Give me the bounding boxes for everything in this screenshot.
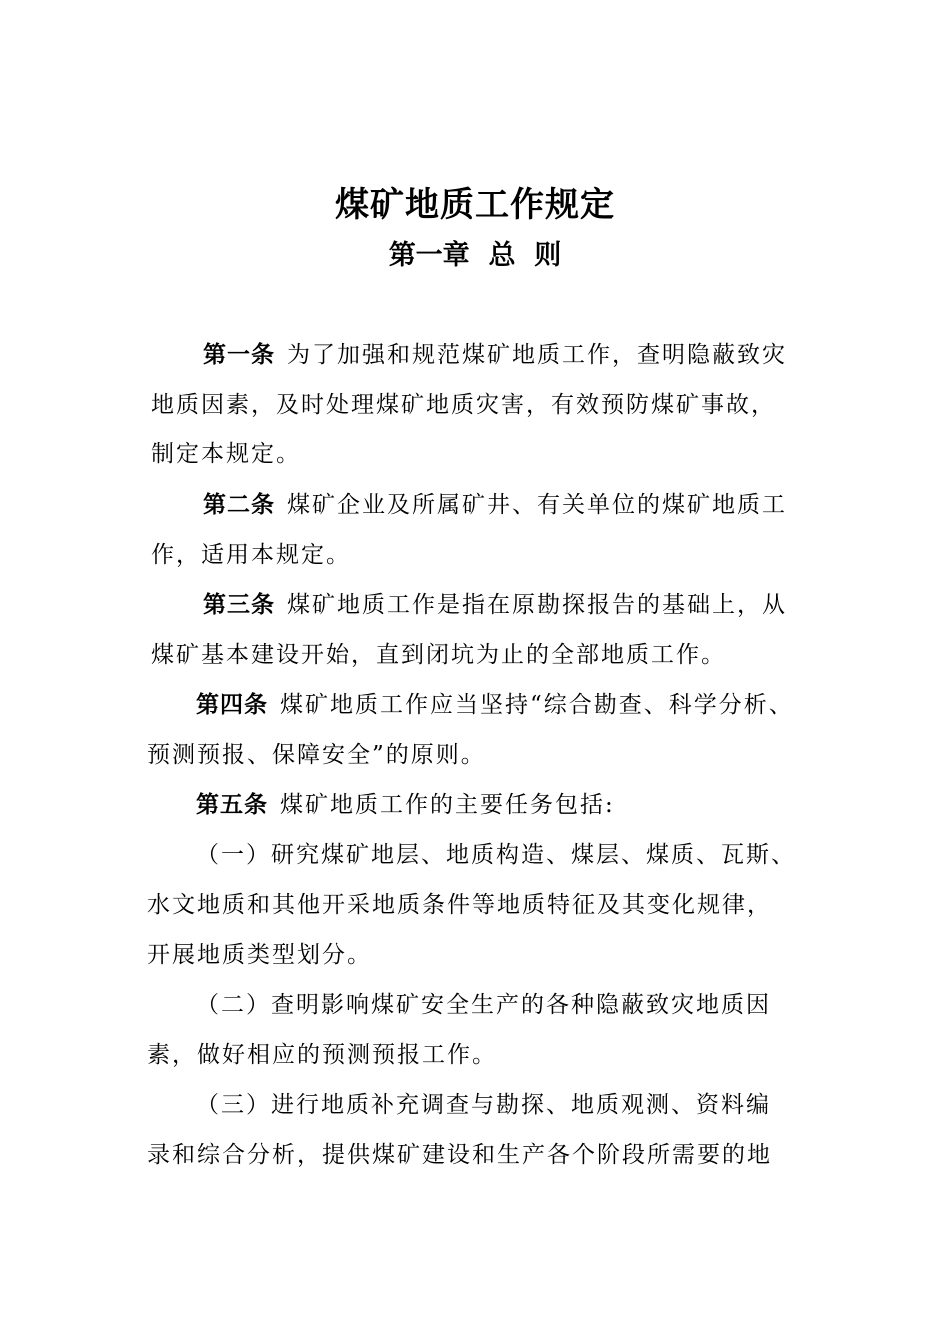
article-2-line-1 [203, 488, 787, 522]
item-3-line-1: （三）进行地质补充调查与勘探、地质观测、资料编 [196, 1092, 771, 1118]
article-3-line-1 [203, 588, 787, 622]
item-2-line-2: 素，做好相应的预测预报工作。 [147, 1042, 497, 1068]
article-1-label: 第一条 [203, 341, 275, 368]
article-5-text: 煤矿地质工作的主要任务包括: [280, 792, 615, 818]
article-1-line-1 [203, 338, 787, 372]
article-4-line-1 [196, 688, 794, 722]
article-1-line-2: 地质因素，及时处理煤矿地质灾害，有效预防煤矿事故， [151, 392, 776, 418]
article-1-text: 为了加强和规范煤矿地质工作，查明隐蔽致灾 [287, 342, 787, 368]
article-3-line-2: 煤矿基本建设开始，直到闭坑为止的全部地质工作。 [151, 642, 726, 668]
chapter-heading: 第一章 总 则 [388, 240, 562, 271]
document-title: 煤矿地质工作规定 [335, 185, 615, 225]
item-3-line-2: 录和综合分析，提供煤矿建设和生产各个阶段所需要的地 [147, 1142, 772, 1168]
article-4-line-2: 预测预报、保障安全”的原则。 [147, 742, 486, 768]
article-5-line-1 [196, 788, 615, 822]
item-2-line-1: （二）查明影响煤矿安全生产的各种隐蔽致灾地质因 [196, 992, 771, 1018]
article-4-label: 第四条 [196, 691, 268, 718]
article-3-text: 煤矿地质工作是指在原勘探报告的基础上，从 [287, 592, 787, 618]
item-1-line-3: 开展地质类型划分。 [147, 942, 372, 968]
article-3-label: 第三条 [203, 591, 275, 618]
article-2-text: 煤矿企业及所属矿井、有关单位的煤矿地质工 [287, 492, 787, 518]
article-2-line-2: 作，适用本规定。 [151, 542, 351, 568]
article-5-label: 第五条 [196, 791, 268, 818]
article-4-text: 煤矿地质工作应当坚持“综合勘查、科学分析、 [280, 692, 794, 718]
item-1-line-1: （一）研究煤矿地层、地质构造、煤层、煤质、瓦斯、 [196, 842, 796, 868]
article-2-label: 第二条 [203, 491, 275, 518]
article-1-line-3: 制定本规定。 [151, 441, 301, 467]
item-1-line-2: 水文地质和其他开采地质条件等地质特征及其变化规律， [147, 892, 772, 918]
